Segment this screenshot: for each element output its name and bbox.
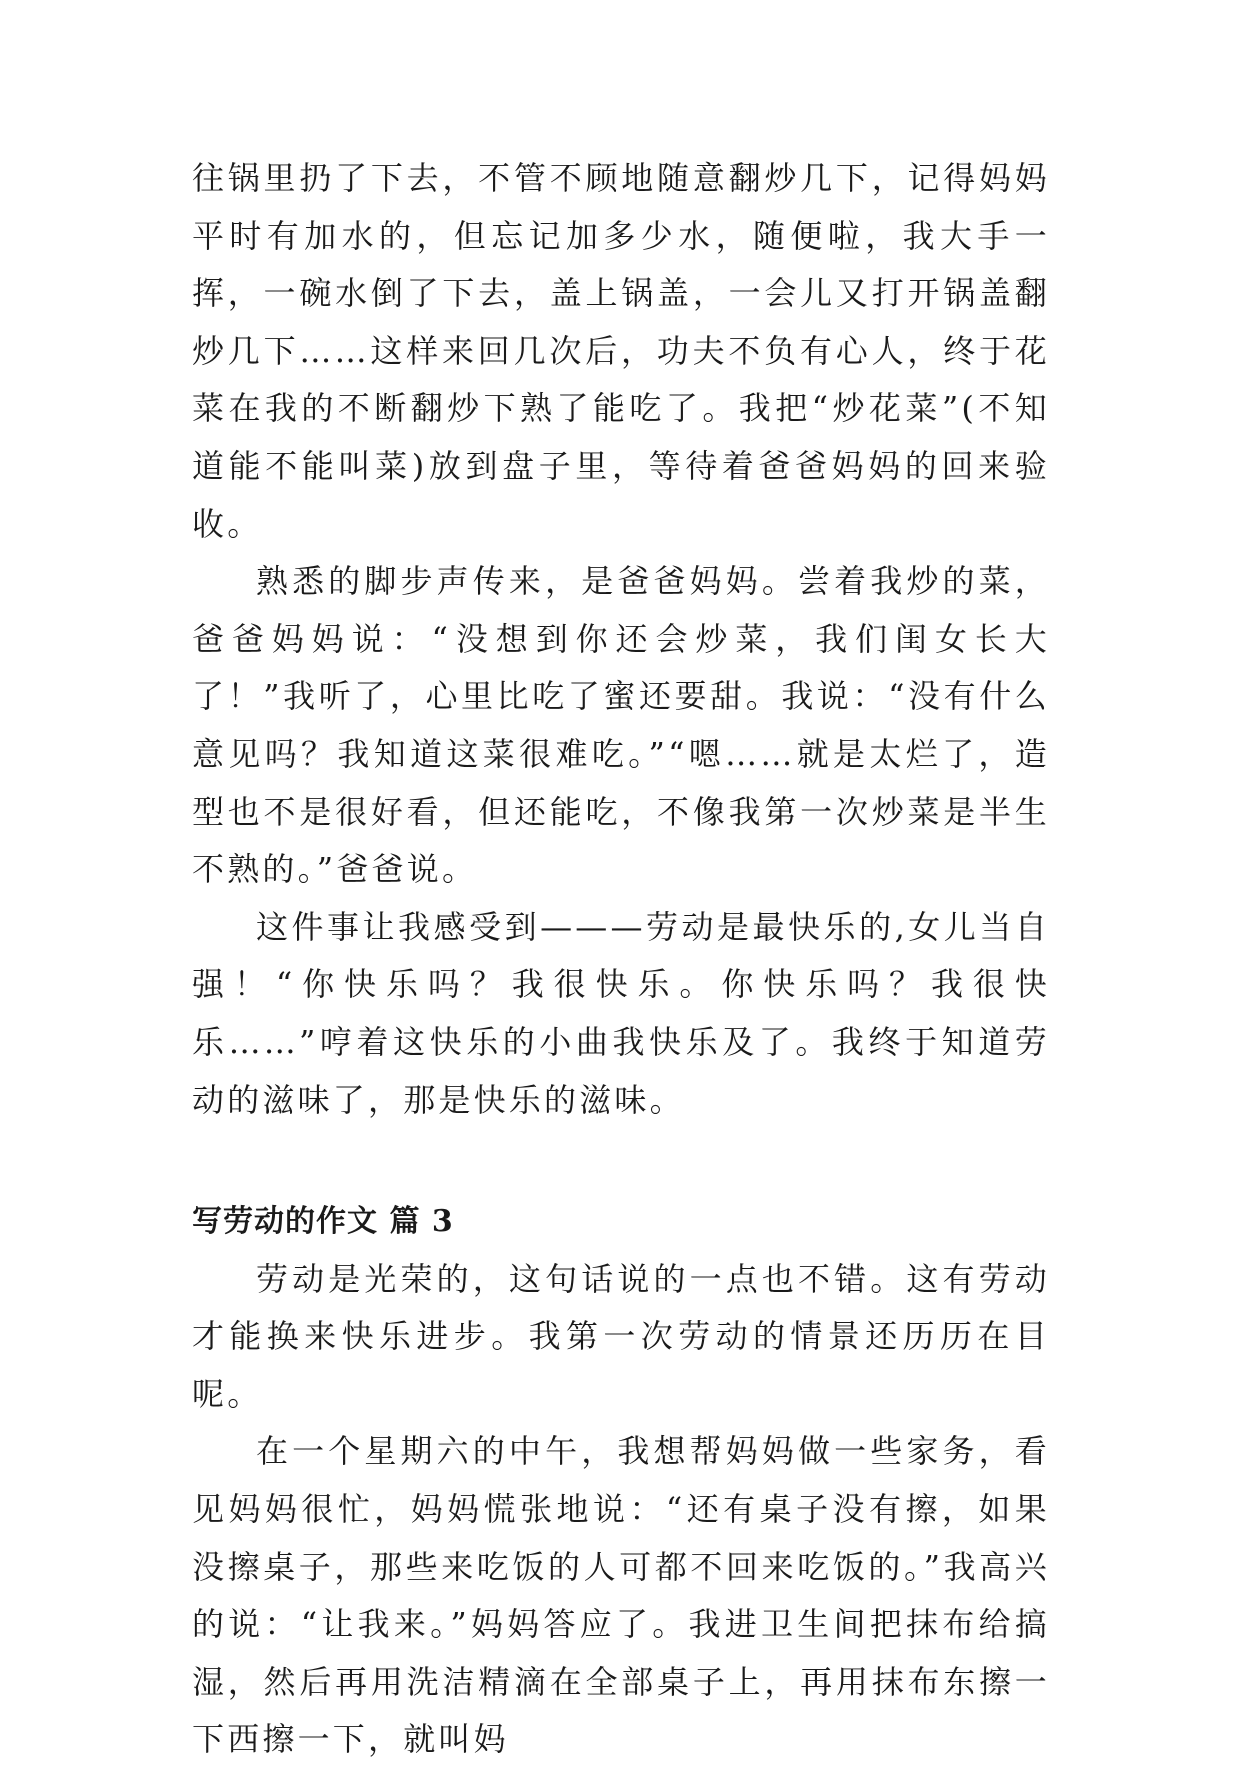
- document-body: [192, 150, 1050, 1769]
- paragraph-5: 在一个星期六的中午，我想帮妈妈做一些家务，看见妈妈很忙，妈妈慌张地说：“还有桌子没有擦，如果没擦桌子，那些来吃饭的人可都不回来吃饭的。”我高兴的说：“让我来。”妈妈答应了。我进卫生间把抹布给搞湿，然后再用洗洁精滴在全部桌子上，再用抹布东擦一下西擦一下，就叫妈: [192, 1432, 1050, 1759]
- paragraph-2: 熟悉的脚步声传来，是爸爸妈妈。尝着我炒的菜，爸爸妈妈说：“没想到你还会炒菜，我们闺女长大了！”我听了，心里比吃了蜜还要甜。我说：“没有什么意见吗？我知道这菜很难吃。”“嗯……就是太烂了，造型也不是很好看，但还能吃，不像我第一次炒菜是半生不熟的。”爸爸说。: [192, 562, 1050, 889]
- paragraph-3: 这件事让我感受到———劳动是最快乐的,女儿当自强！“你快乐吗？我很快乐。你快乐吗？我很快乐……”哼着这快乐的小曲我快乐及了。我终于知道劳动的滋味了，那是快乐的滋味。: [192, 907, 1050, 1119]
- section-title: 写劳动的作文 篇 3: [192, 1204, 454, 1240]
- paragraph-1: 往锅里扔了下去，不管不顾地随意翻炒几下，记得妈妈平时有加水的，但忘记加多少水，随便啦，我大手一挥，一碗水倒了下去，盖上锅盖，一会儿又打开锅盖翻炒几下……这样来回几次后，功夫不负有心人，终于花菜在我的不断翻炒下熟了能吃了。我把“炒花菜”(不知道能不能叫菜)放到盘子里，等待着爸爸妈妈的回来验收。: [192, 159, 1050, 543]
- paragraph-4: 劳动是光荣的，这句话说的一点也不错。这有劳动才能换来快乐进步。我第一次劳动的情景还历历在目呢。: [192, 1259, 1050, 1413]
